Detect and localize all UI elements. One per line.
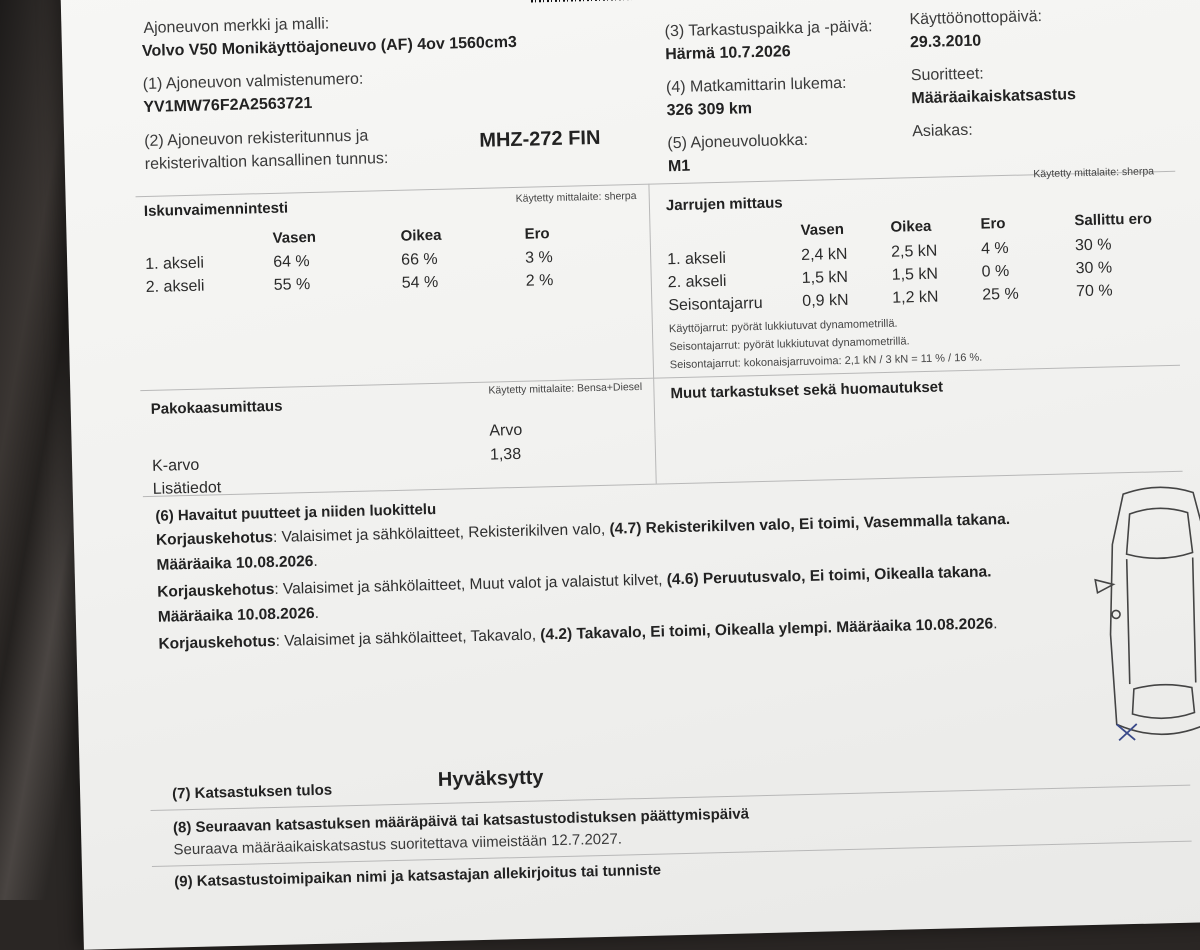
brake-cell: 1,5 kN — [801, 268, 849, 287]
brake-cell: 1,2 kN — [892, 288, 939, 307]
shock-cell: 55 % — [273, 275, 311, 294]
brake-cell: 1,5 kN — [891, 265, 939, 284]
reg-value: MHZ-272 FIN — [479, 126, 601, 152]
signature-label: (9) Katsastustoimipaikan nimi ja katsastajan allekirjoitus tai tunniste — [174, 861, 662, 891]
brake-cell: 4 % — [980, 239, 1009, 258]
extra-info-label: Lisätiedot — [152, 479, 222, 498]
defect-code: (4.2) Takavalo, Ei toimi, Oikealla ylempi. Määräaika 10.08.2026 — [540, 615, 994, 644]
commission-date-value: 29.3.2010 — [909, 32, 982, 52]
vehicle-class-value: M1 — [667, 157, 691, 176]
defect-prefix: Korjauskehotus — [158, 632, 276, 653]
k-value-label: K-arvo — [151, 456, 200, 475]
brake-row-label: 1. akseli — [667, 249, 727, 269]
defect-end: . — [313, 552, 318, 570]
brake-note: Käyttöjarrut: pyörät lukkiutuvat dynamometrillä. — [668, 317, 898, 336]
divider — [140, 365, 1180, 391]
shock-cell: 54 % — [401, 273, 439, 292]
shock-cell: 64 % — [272, 252, 310, 271]
defect-text: : Valaisimet ja sähkölaitteet, Takavalo, — [275, 626, 541, 650]
performed-value: Määräaikaiskatsastus — [911, 86, 1077, 108]
brake-row-label: 2. akseli — [667, 272, 727, 292]
other-checks-title: Muut tarkastukset sekä huomautukset — [670, 378, 944, 403]
exhaust-title: Pakokaasumittaus — [150, 397, 283, 418]
brake-cell: 30 % — [1074, 236, 1112, 255]
brake-row-label: Seisontajarru — [668, 294, 763, 315]
odometer-value: 326 309 km — [666, 100, 753, 120]
shock-test-device: Käytetty mittalaite: sherpa — [515, 189, 637, 205]
brake-cell: 0 % — [981, 262, 1010, 281]
shock-row-label: 1. akseli — [145, 254, 205, 274]
brake-header-allowed: Sallittu ero — [1074, 210, 1153, 230]
commission-date-label: Käyttöönottopäivä: — [909, 8, 1043, 29]
performed-label: Suoritteet: — [910, 65, 984, 85]
divider — [143, 471, 1183, 497]
divider — [136, 171, 1176, 197]
brake-header-left: Vasen — [800, 220, 845, 239]
shock-test-title: Iskunvaimennintesti — [143, 199, 289, 221]
reg-label-line2: rekisterivaltion kansallinen tunnus: — [144, 150, 389, 173]
car-diagram-icon — [1083, 481, 1200, 765]
shock-cell: 3 % — [524, 249, 553, 267]
make-model-value: Volvo V50 Monikäyttöajoneuvo (AF) 4ov 1560cm3 — [141, 33, 518, 61]
shock-header-right: Oikea — [400, 226, 442, 245]
brake-note: Seisontajarrut: pyörät lukkiutuvat dynamometrillä. — [669, 335, 910, 354]
shock-cell: 66 % — [400, 250, 438, 269]
brake-test-device: Käytetty mittalaite: sherpa — [1033, 165, 1155, 181]
divider — [648, 184, 656, 484]
shock-cell: 2 % — [525, 272, 554, 290]
brake-cell: 0,9 kN — [802, 291, 849, 310]
defect-end: . — [992, 615, 998, 633]
exhaust-device: Käytetty mittalaite: Bensa+Diesel — [488, 380, 643, 397]
brake-header-right: Oikea — [890, 217, 932, 236]
barcode — [531, 0, 661, 3]
shock-row-label: 2. akseli — [145, 277, 205, 296]
brake-header-diff: Ero — [980, 214, 1006, 233]
defect-text: : Valaisimet ja sähkölaitteet, Rekisterikilven valo, — [272, 520, 610, 546]
defect-prefix: Korjauskehotus — [155, 528, 274, 549]
defect-end: . — [314, 604, 320, 622]
shock-header-left: Vasen — [272, 228, 317, 247]
brake-cell: 2,5 kN — [890, 242, 938, 261]
brake-cell: 2,4 kN — [800, 245, 848, 264]
brake-cell: 30 % — [1075, 259, 1113, 278]
defect-prefix: Korjauskehotus — [157, 580, 275, 601]
place-date-label: (3) Tarkastuspaikka ja -päivä: — [664, 18, 873, 41]
next-inspection-text: Seuraava määräaikaiskatsastus suoritettava viimeistään 12.7.2027. — [173, 830, 623, 859]
shock-header-diff: Ero — [524, 225, 550, 243]
customer-label: Asiakas: — [911, 121, 973, 141]
brake-test-title: Jarrujen mittaus — [665, 194, 783, 215]
vehicle-class-label: (5) Ajoneuvoluokka: — [667, 131, 809, 153]
defect-code: (4.7) Rekisterikilven valo, Ei toimi, Vasemmalla takana. Määräaika 10.08.2026 — [156, 510, 1011, 574]
result-value: Hyväksytty — [437, 766, 544, 792]
odometer-label: (4) Matkamittarin lukema: — [665, 74, 847, 97]
vin-label: (1) Ajoneuvon valmistenumero: — [142, 70, 364, 94]
exhaust-value-header: Arvo — [489, 421, 523, 440]
defect-code: (4.6) Peruutusvalo, Ei toimi, Oikealla takana. Määräaika 10.08.2026 — [157, 563, 992, 626]
brake-cell: 70 % — [1075, 282, 1113, 301]
inspection-certificate — [60, 0, 1200, 950]
vin-value: YV1MW76F2A2563721 — [143, 94, 313, 117]
k-value: 1,38 — [489, 445, 522, 464]
defects-title: (6) Havaitut puutteet ja niiden luokittelu — [155, 500, 437, 525]
reg-label-line1: (2) Ajoneuvon rekisteritunnus ja — [144, 127, 369, 150]
next-inspection-label: (8) Seuraavan katsastuksen määräpäivä tai katsastustodistuksen päättymispäivä — [172, 805, 750, 837]
result-label: (7) Katsastuksen tulos — [171, 781, 333, 803]
make-model-label: Ajoneuvon merkki ja malli: — [143, 15, 330, 37]
brake-note: Seisontajarrut: kokonaisjarruvoima: 2,1 kN / 3 kN = 11 % / 16 %. — [669, 351, 983, 372]
place-date-value: Härmä 10.7.2026 — [665, 43, 791, 64]
defect-text: : Valaisimet ja sähkölaitteet, Muut valot ja valaistut kilvet, — [274, 571, 667, 598]
brake-cell: 25 % — [982, 285, 1019, 304]
